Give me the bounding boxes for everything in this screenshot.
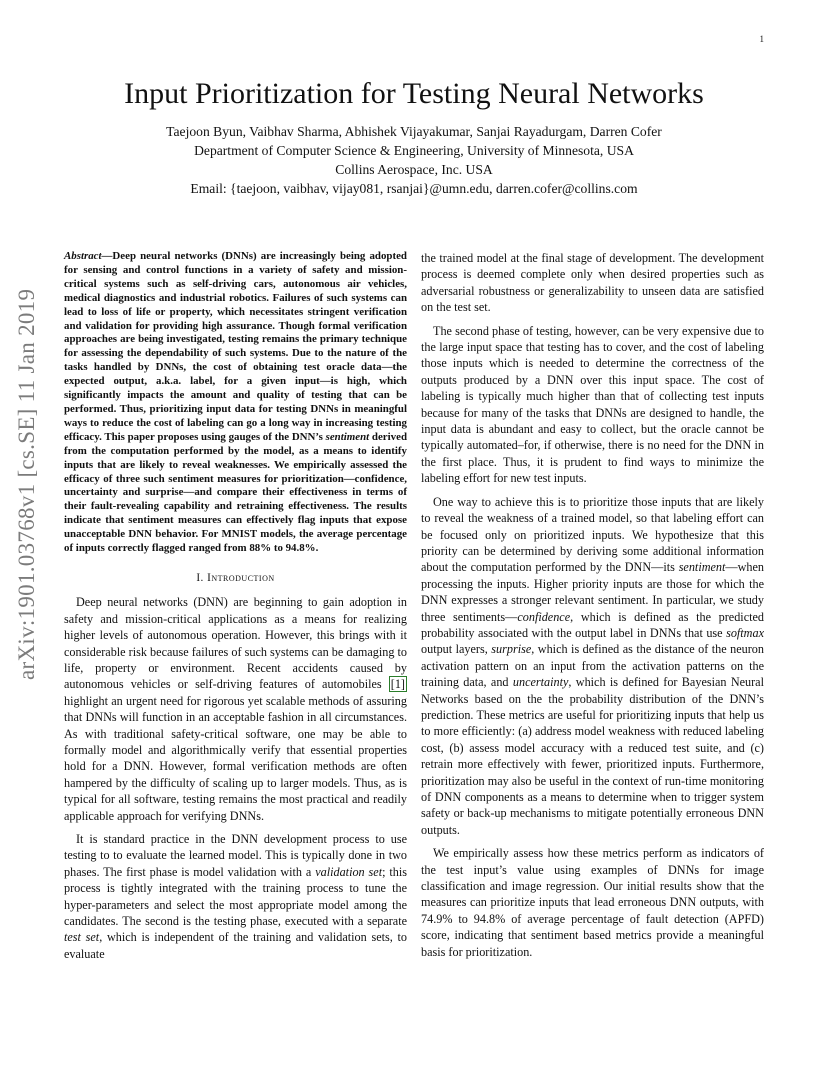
abstract-text-1: —Deep neural networks (DNNs) are increasingly being adopted for sensing and control functions in a variety of safety and mission-critical systems such as self-driving cars, autonomous air vehicles, medical diagnostics and industrial robotics. Failures of such systems can lead to loss of life or property, which necessitates stringent verification and validation for providing high assurance. Though formal verification approaches are being investigated, testing remains the primary technique for assessing the dependability of such systems. Due to the nature of the tasks handled by DNNs, the cost of obtaining test oracle data—the expected output, a.k.a. label, for a given input—is high, which significantly impacts the amount and quality of testing that can be performed. Thus, prioritizing input data for testing DNNs in meaningful ways to reduce the cost of labeling can go a long way in increasing testing efficacy. This paper proposes using gauges of the DNN’s bbox=[64, 250, 407, 443]
email-line: Email: {taejoon, vaibhav, vijay081, rsanjai}@umn.edu, darren.cofer@collins.com bbox=[190, 181, 638, 196]
right-p2-text-d: output layers, bbox=[421, 642, 492, 657]
intro-paragraph-1 bbox=[64, 594, 407, 824]
right-p2-italic-2: confidence bbox=[517, 609, 571, 624]
section-title: Introduction bbox=[207, 571, 275, 584]
right-paragraph-0: the trained model at the final stage of development. The development process is deemed complete only when desired properties such as adversarial robustness or generalizability to unseen data are satisfied on the test set. bbox=[421, 251, 764, 315]
intro-p2-text-b: ; this process is tightly integrated with the training process to tune the hyper-parameters and select the most appropriate model among the candidates. The second is the testing phase, executed with a separate bbox=[64, 864, 407, 929]
right-p2-italic-1: sentiment bbox=[678, 560, 726, 575]
abstract bbox=[64, 250, 407, 556]
right-p2-text-f: , which is defined for Bayesian Neural Networks based on the the probability distribution of the DNN’s prediction. These metrics are useful for prioritizing inputs that help us to more efficiently: (a) address model weakness with reduced labeling cost, (b) assess model accuracy with a reduced test suite, and (c) retrain more effectively with fewer, prioritized inputs. Furthermore, prioritization may also be useful in the context of run-time monitoring of DNN components as a means to determine when to trigger system safety or back-up mechanisms to mitigate potentially erroneous DNN outputs. bbox=[421, 675, 764, 837]
right-p2-text-b: —when processing the inputs. Higher priority inputs are those for which the DNN expresses a stronger relevant sentiment. In particular, we study three sentiments— bbox=[421, 560, 764, 624]
intro-paragraph-2 bbox=[64, 831, 407, 962]
right-column bbox=[421, 250, 764, 960]
right-p2-text-e: , which is defined as the distance of the neuron activation pattern on an input from the activation patterns on the training data, and bbox=[421, 642, 764, 690]
right-paragraph-2 bbox=[421, 494, 764, 839]
right-p2-italic-3: softmax bbox=[726, 625, 764, 640]
intro-p2-text-a: It is standard practice in the DNN development process to use testing to to evaluate the learned model. This is typically done in two phases. The first phase is model validation with a bbox=[64, 832, 407, 879]
intro-p1-text-b: highlight an urgent need for rigorous yet scalable methods of assuring that DNNs will function in an acceptable fashion in all circumstances. As with traditional safety-critical software, one may be able to formally model and algorithmically verify that essential properties hold for a DNN. However, formal verification methods are often hampered by the difficulty of scaling up to larger models. Thus, as is typical for all software, testing remains the most practical and readily applicable approach for verifying DNNs. bbox=[64, 693, 407, 823]
citation-link[interactable]: [1] bbox=[390, 677, 405, 692]
right-p2-italic-5: uncertainty bbox=[512, 675, 569, 690]
intro-p2-italic-1: validation set bbox=[315, 864, 383, 879]
intro-p2-text-c: , which is independent of the training and validation sets, to evaluate bbox=[64, 930, 407, 961]
intro-p2-italic-2: test set bbox=[64, 930, 100, 945]
authors: Taejoon Byun, Vaibhav Sharma, Abhishek Vijayakumar, Sanjai Rayadurgam, Darren Cofer bbox=[166, 124, 662, 139]
abstract-keyword: sentiment bbox=[325, 430, 370, 443]
right-p2-text-c: , which is defined as the predicted probability associated with the output label in DNNs that use bbox=[421, 609, 764, 640]
page-number: 1 bbox=[759, 34, 764, 44]
abstract-label: Abstract bbox=[64, 250, 102, 262]
right-p2-text-a: One way to achieve this is to prioritize those inputs that are likely to reveal the weakness of a trained model, so that labeling effort can be focused only on prioritized inputs. We hypothesize that this priority can be determined by deriving some additional information about the computation performed by the DNN—its bbox=[421, 494, 764, 575]
right-paragraph-1: The second phase of testing, however, can be very expensive due to the large input space that testing has to cover, and the cost of labeling those inputs which is needed to determine the correctness of the outputs produced by a DNN over this input space. The cost of labeling is typically much higher than that of collecting test inputs because for many of the tasks that DNNs are designed to handle, the input data is abundant and easy to collect, but the oracle cannot be typically automated–for, if otherwise, there is no need for the DNN in the first place. Thus, it is prudent to find ways to minimize the labeling effort for new test inputs. bbox=[421, 323, 764, 486]
section-number: I. bbox=[196, 571, 204, 584]
section-heading bbox=[64, 570, 407, 586]
abstract-text-2: derived from the computation performed by the model, as a means to identify inputs that are likely to reveal weaknesses. We empirically assessed the efficacy of three such sentiment measures for prioritization—confidence, uncertainty and surprise—and compare their effectiveness in terms of their fault-revealing capability and retraining effectiveness. The results indicate that sentiment measures can effectively flag inputs that expose unacceptable DNN behavior. For MNIST models, the average percentage of inputs correctly flagged ranged from 88% to 94.8%. bbox=[64, 430, 407, 555]
right-p2-italic-4: surprise bbox=[491, 642, 532, 657]
author-block bbox=[0, 122, 828, 198]
right-paragraph-3: We empirically assess how these metrics perform as indicators of the test input’s value using examples of DNNs for image classification and image regression. Our initial results show that the measures can prioritize inputs that lead erroneous DNN outputs, with 74.9% to 94.8% of average percentage of fault detection (APFD) score, indicating that sentiment based metrics provide a meaningful basis for prioritization. bbox=[421, 846, 764, 959]
left-column bbox=[64, 250, 407, 962]
paper-title: Input Prioritization for Testing Neural Networks bbox=[124, 77, 704, 110]
intro-p1-text-a: Deep neural networks (DNN) are beginning to gain adoption in safety and mission-critical applications as a means for realizing higher levels of autonomous operation. However, this brings with it considerable risk because failures of such systems can be damaging to life, property or environment. Recent accidents caused by autonomous vehicles or self-driving features of automobiles bbox=[64, 595, 407, 692]
affiliation-company: Collins Aerospace, Inc. USA bbox=[335, 162, 493, 177]
arxiv-stamp: arXiv:1901.03768v1 [cs.SE] 11 Jan 2019 bbox=[14, 288, 39, 680]
affiliation-university: Department of Computer Science & Engineering, University of Minnesota, USA bbox=[194, 143, 634, 158]
